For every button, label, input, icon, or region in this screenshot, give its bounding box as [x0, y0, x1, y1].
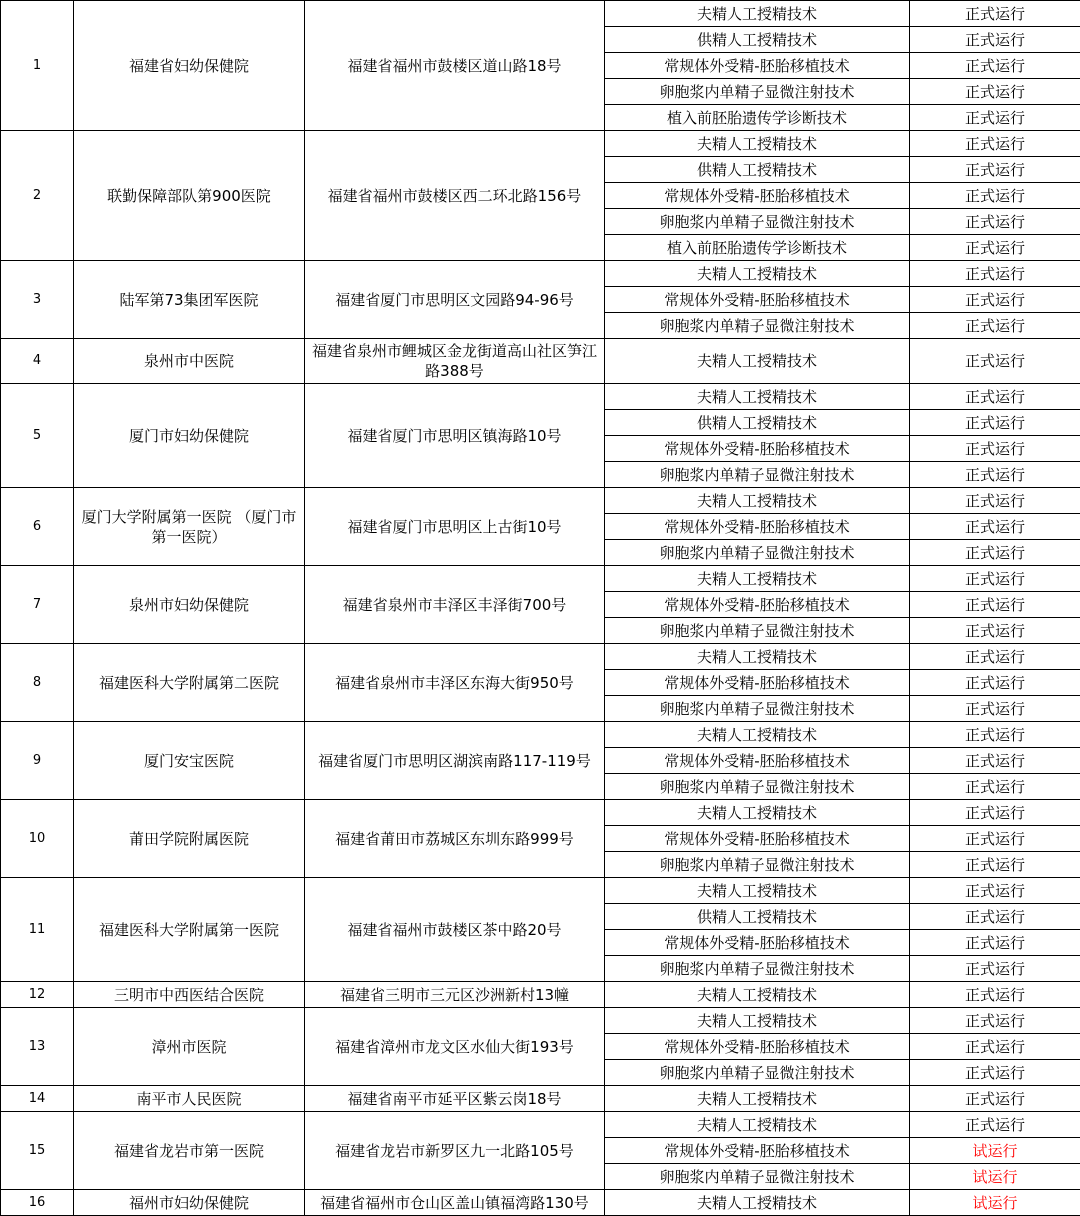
- status-cell: 正式运行: [910, 618, 1080, 644]
- address-cell: 福建省三明市三元区沙洲新村13幢: [305, 982, 605, 1008]
- technique-cell: 常规体外受精-胚胎移植技术: [605, 1138, 910, 1164]
- status-cell: 正式运行: [910, 644, 1080, 670]
- technique-cell: 夫精人工授精技术: [605, 644, 910, 670]
- technique-cell: 夫精人工授精技术: [605, 982, 910, 1008]
- technique-cell: 卵胞浆内单精子显微注射技术: [605, 1164, 910, 1190]
- table-row: [1, 1, 1080, 27]
- technique-cell: 常规体外受精-胚胎移植技术: [605, 592, 910, 618]
- status-cell: 正式运行: [910, 514, 1080, 540]
- table-row: [1, 1008, 1080, 1034]
- hospital-name-cell: 厦门安宝医院: [74, 722, 305, 800]
- index-cell: 5: [1, 384, 74, 488]
- technique-cell: 植入前胚胎遗传学诊断技术: [605, 235, 910, 261]
- address-cell: 福建省泉州市鲤城区金龙街道高山社区笋江路388号: [305, 339, 605, 384]
- technique-cell: 常规体外受精-胚胎移植技术: [605, 183, 910, 209]
- technique-cell: 常规体外受精-胚胎移植技术: [605, 436, 910, 462]
- technique-cell: 卵胞浆内单精子显微注射技术: [605, 313, 910, 339]
- table-body: [1, 1, 1080, 1216]
- table-row: [1, 261, 1080, 287]
- status-cell: 正式运行: [910, 696, 1080, 722]
- status-cell: 正式运行: [910, 774, 1080, 800]
- table-row: [1, 1086, 1080, 1112]
- hospital-name-cell: 莆田学院附属医院: [74, 800, 305, 878]
- hospital-name-cell: 福建省龙岩市第一医院: [74, 1112, 305, 1190]
- table-row: [1, 488, 1080, 514]
- technique-cell: 常规体外受精-胚胎移植技术: [605, 514, 910, 540]
- table-row: [1, 566, 1080, 592]
- status-cell: 正式运行: [910, 339, 1080, 384]
- technique-cell: 夫精人工授精技术: [605, 261, 910, 287]
- index-cell: 15: [1, 1112, 74, 1190]
- hospital-name-cell: 福建医科大学附属第二医院: [74, 644, 305, 722]
- status-cell: 正式运行: [910, 878, 1080, 904]
- status-cell: 正式运行: [910, 566, 1080, 592]
- hospital-name-cell: 三明市中西医结合医院: [74, 982, 305, 1008]
- index-cell: 13: [1, 1008, 74, 1086]
- technique-cell: 卵胞浆内单精子显微注射技术: [605, 696, 910, 722]
- status-cell: 正式运行: [910, 183, 1080, 209]
- status-cell: 正式运行: [910, 592, 1080, 618]
- technique-cell: 夫精人工授精技术: [605, 1008, 910, 1034]
- status-cell: 正式运行: [910, 982, 1080, 1008]
- status-cell: 正式运行: [910, 131, 1080, 157]
- hospital-name-cell: 南平市人民医院: [74, 1086, 305, 1112]
- address-cell: 福建省漳州市龙文区水仙大街193号: [305, 1008, 605, 1086]
- status-cell: 正式运行: [910, 436, 1080, 462]
- technique-cell: 夫精人工授精技术: [605, 1112, 910, 1138]
- technique-cell: 供精人工授精技术: [605, 27, 910, 53]
- table-row: [1, 384, 1080, 410]
- technique-cell: 常规体外受精-胚胎移植技术: [605, 748, 910, 774]
- status-cell: 正式运行: [910, 826, 1080, 852]
- status-cell: 正式运行: [910, 800, 1080, 826]
- hospital-name-cell: 漳州市医院: [74, 1008, 305, 1086]
- address-cell: 福建省福州市鼓楼区西二环北路156号: [305, 131, 605, 261]
- technique-cell: 夫精人工授精技术: [605, 488, 910, 514]
- status-cell: 正式运行: [910, 235, 1080, 261]
- technique-cell: 卵胞浆内单精子显微注射技术: [605, 618, 910, 644]
- technique-cell: 夫精人工授精技术: [605, 722, 910, 748]
- address-cell: 福建省厦门市思明区上古街10号: [305, 488, 605, 566]
- status-cell: 正式运行: [910, 27, 1080, 53]
- address-cell: 福建省厦门市思明区湖滨南路117-119号: [305, 722, 605, 800]
- technique-cell: 夫精人工授精技术: [605, 384, 910, 410]
- status-cell: 正式运行: [910, 956, 1080, 982]
- status-cell: 试运行: [910, 1164, 1080, 1190]
- technique-cell: 常规体外受精-胚胎移植技术: [605, 287, 910, 313]
- status-cell: 正式运行: [910, 904, 1080, 930]
- technique-cell: 夫精人工授精技术: [605, 566, 910, 592]
- status-cell: 正式运行: [910, 79, 1080, 105]
- technique-cell: 常规体外受精-胚胎移植技术: [605, 1034, 910, 1060]
- table-row: [1, 982, 1080, 1008]
- status-cell: 正式运行: [910, 313, 1080, 339]
- technique-cell: 夫精人工授精技术: [605, 1190, 910, 1216]
- technique-cell: 供精人工授精技术: [605, 157, 910, 183]
- index-cell: 14: [1, 1086, 74, 1112]
- hospital-name-cell: 厦门大学附属第一医院 （厦门市第一医院）: [74, 488, 305, 566]
- hospital-name-cell: 泉州市中医院: [74, 339, 305, 384]
- technique-cell: 夫精人工授精技术: [605, 339, 910, 384]
- technique-cell: 卵胞浆内单精子显微注射技术: [605, 540, 910, 566]
- table-row: [1, 131, 1080, 157]
- index-cell: 11: [1, 878, 74, 982]
- status-cell: 正式运行: [910, 852, 1080, 878]
- status-cell: 正式运行: [910, 722, 1080, 748]
- status-cell: 正式运行: [910, 670, 1080, 696]
- address-cell: 福建省厦门市思明区文园路94-96号: [305, 261, 605, 339]
- status-cell: 正式运行: [910, 1034, 1080, 1060]
- status-cell: 正式运行: [910, 1008, 1080, 1034]
- technique-cell: 卵胞浆内单精子显微注射技术: [605, 79, 910, 105]
- technique-cell: 卵胞浆内单精子显微注射技术: [605, 1060, 910, 1086]
- technique-cell: 常规体外受精-胚胎移植技术: [605, 826, 910, 852]
- status-cell: 正式运行: [910, 462, 1080, 488]
- status-cell: 正式运行: [910, 1086, 1080, 1112]
- technique-cell: 夫精人工授精技术: [605, 800, 910, 826]
- technique-cell: 植入前胚胎遗传学诊断技术: [605, 105, 910, 131]
- table-row: [1, 644, 1080, 670]
- index-cell: 4: [1, 339, 74, 384]
- status-cell: 正式运行: [910, 1060, 1080, 1086]
- technique-cell: 夫精人工授精技术: [605, 131, 910, 157]
- technique-cell: 夫精人工授精技术: [605, 1, 910, 27]
- index-cell: 16: [1, 1190, 74, 1216]
- status-cell: 正式运行: [910, 384, 1080, 410]
- technique-cell: 卵胞浆内单精子显微注射技术: [605, 956, 910, 982]
- status-cell: 正式运行: [910, 1112, 1080, 1138]
- status-cell: 正式运行: [910, 930, 1080, 956]
- index-cell: 8: [1, 644, 74, 722]
- hospital-name-cell: 福建省妇幼保健院: [74, 1, 305, 131]
- technique-cell: 常规体外受精-胚胎移植技术: [605, 670, 910, 696]
- status-cell: 正式运行: [910, 261, 1080, 287]
- status-cell: 试运行: [910, 1190, 1080, 1216]
- address-cell: 福建省南平市延平区紫云岗18号: [305, 1086, 605, 1112]
- status-cell: 正式运行: [910, 748, 1080, 774]
- status-cell: 正式运行: [910, 488, 1080, 514]
- index-cell: 1: [1, 1, 74, 131]
- status-cell: 正式运行: [910, 287, 1080, 313]
- status-cell: 正式运行: [910, 157, 1080, 183]
- technique-cell: 卵胞浆内单精子显微注射技术: [605, 462, 910, 488]
- status-cell: 正式运行: [910, 209, 1080, 235]
- technique-cell: 卵胞浆内单精子显微注射技术: [605, 852, 910, 878]
- technique-cell: 卵胞浆内单精子显微注射技术: [605, 209, 910, 235]
- hospital-name-cell: 福建医科大学附属第一医院: [74, 878, 305, 982]
- address-cell: 福建省厦门市思明区镇海路10号: [305, 384, 605, 488]
- index-cell: 12: [1, 982, 74, 1008]
- hospital-name-cell: 厦门市妇幼保健院: [74, 384, 305, 488]
- technique-cell: 常规体外受精-胚胎移植技术: [605, 930, 910, 956]
- index-cell: 9: [1, 722, 74, 800]
- table-row: [1, 722, 1080, 748]
- technique-cell: 卵胞浆内单精子显微注射技术: [605, 774, 910, 800]
- index-cell: 3: [1, 261, 74, 339]
- address-cell: 福建省福州市鼓楼区茶中路20号: [305, 878, 605, 982]
- technique-cell: 夫精人工授精技术: [605, 878, 910, 904]
- index-cell: 10: [1, 800, 74, 878]
- address-cell: 福建省泉州市丰泽区东海大街950号: [305, 644, 605, 722]
- technique-cell: 常规体外受精-胚胎移植技术: [605, 53, 910, 79]
- status-cell: 试运行: [910, 1138, 1080, 1164]
- index-cell: 6: [1, 488, 74, 566]
- status-cell: 正式运行: [910, 1, 1080, 27]
- index-cell: 7: [1, 566, 74, 644]
- hospital-name-cell: 陆军第73集团军医院: [74, 261, 305, 339]
- status-cell: 正式运行: [910, 53, 1080, 79]
- address-cell: 福建省福州市仓山区盖山镇福湾路130号: [305, 1190, 605, 1216]
- hospital-name-cell: 联勤保障部队第900医院: [74, 131, 305, 261]
- table-row: [1, 800, 1080, 826]
- status-cell: 正式运行: [910, 410, 1080, 436]
- technique-cell: 夫精人工授精技术: [605, 1086, 910, 1112]
- table-row: [1, 878, 1080, 904]
- status-cell: 正式运行: [910, 540, 1080, 566]
- technique-cell: 供精人工授精技术: [605, 904, 910, 930]
- table-row: [1, 1190, 1080, 1216]
- table-row: [1, 1112, 1080, 1138]
- address-cell: 福建省福州市鼓楼区道山路18号: [305, 1, 605, 131]
- hospital-name-cell: 福州市妇幼保健院: [74, 1190, 305, 1216]
- hospital-name-cell: 泉州市妇幼保健院: [74, 566, 305, 644]
- address-cell: 福建省龙岩市新罗区九一北路105号: [305, 1112, 605, 1190]
- index-cell: 2: [1, 131, 74, 261]
- status-cell: 正式运行: [910, 105, 1080, 131]
- technique-cell: 供精人工授精技术: [605, 410, 910, 436]
- address-cell: 福建省泉州市丰泽区丰泽街700号: [305, 566, 605, 644]
- address-cell: 福建省莆田市荔城区东圳东路999号: [305, 800, 605, 878]
- table-row: [1, 339, 1080, 384]
